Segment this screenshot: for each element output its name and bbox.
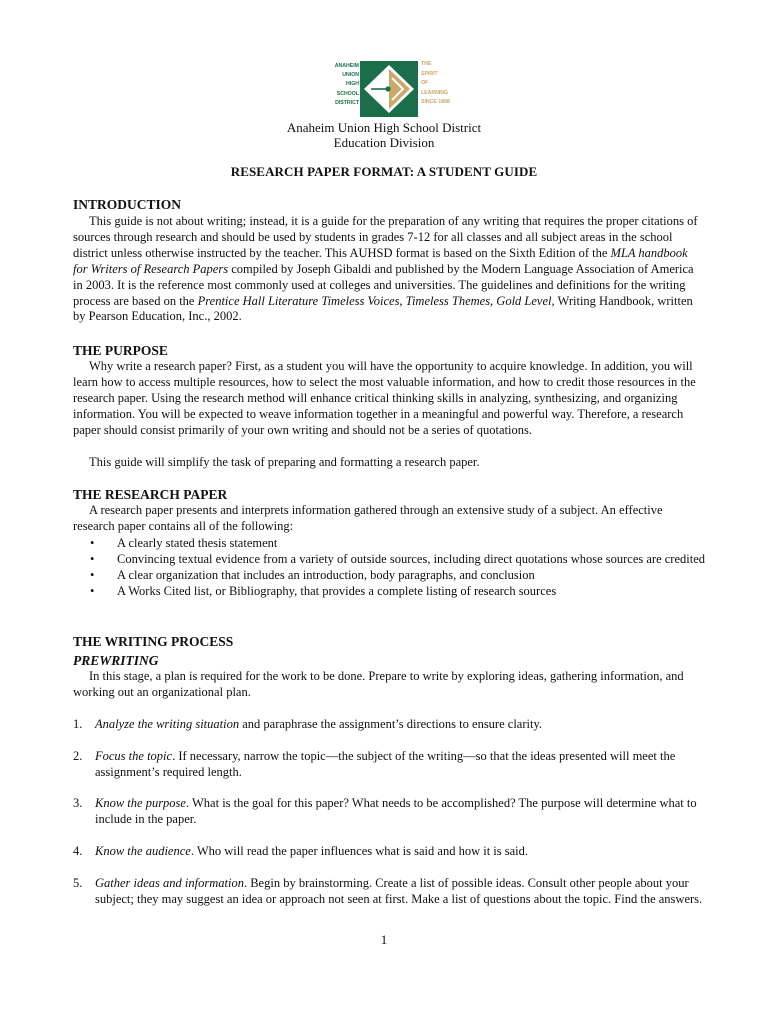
division-name: Education Division [333, 135, 435, 150]
prewriting-step: 4. Know the audience. Who will read the paper influences what is said and how it is said. [73, 844, 529, 858]
prewriting-paragraph: In this stage, a plan is required for the work to be done. Prepare to write by exploring ideas, gathering information, and working out an organizational plan. [73, 669, 684, 699]
logo-left-text: ANAHEIM UNION HIGH SCHOOL DISTRICT [334, 63, 359, 106]
logo-right-text: THE SPIRIT OF LEARNING SINCE 1898 [421, 61, 450, 106]
list-item: • A Works Cited list, or Bibliography, that provides a complete listing of research sources [90, 583, 557, 598]
district-logo [327, 58, 452, 122]
list-item: • Convincing textual evidence from a variety of outside sources, including direct quotations whose sources are credited [90, 551, 706, 566]
purpose-paragraph-2: This guide will simplify the task of preparing and formatting a research paper. [89, 455, 480, 469]
subheading-prewriting: PREWRITING [73, 653, 159, 668]
purpose-paragraph: Why write a research paper? First, as a student you will have the opportunity to acquire knowledge. In addition, you will learn how to access multiple resources, how to select the most valuable information, and how to credit those resources in the research paper. Using the research method will enhance critical thinking skills in analyzing, synthesizing, and organizing information. You will be expected to weave information together in a meaningful and powerful way. Therefore, a research paper should consist primarily of your own writing and should not be a series of quotations. [73, 359, 696, 437]
heading-writing-process: THE WRITING PROCESS [73, 634, 234, 649]
page-number: 1 [380, 932, 388, 947]
heading-purpose: THE PURPOSE [73, 343, 168, 358]
logo-emblem-icon [359, 60, 419, 118]
document-title: RESEARCH PAPER FORMAT: A STUDENT GUIDE [230, 164, 538, 179]
introduction-paragraph: This guide is not about writing; instead, it is a guide for the preparation of any writing that requires the proper citations of sources through research and should be used by students in grades 7-12 for all classes and all subject areas in the school district unless otherwise instructed by the teacher. This AUHSD format is based on the Sixth Edition of the MLA handbook for Writers of Research Papers compiled by Joseph Gibaldi and published by the Modern Language Association of America in 2003. It is the reference most commonly used at colleges and universities. The guidelines and definitions for the writing process are based on the Prentice Hall Literature Timeless Voices, Timeless Themes, Gold Level, Writing Handbook, written by Pearson Education, Inc., 2002. [73, 214, 698, 324]
heading-introduction: INTRODUCTION [73, 197, 182, 212]
research-paper-bullet-list [90, 536, 705, 600]
list-item: • A clearly stated thesis statement [90, 536, 278, 550]
list-item: • A clear organization that includes an introduction, body paragraphs, and conclusion [90, 567, 535, 582]
research-paper-paragraph: A research paper presents and interprets information gathered through an extensive study of a subject. An effective research paper contains all of the following: [73, 503, 663, 533]
prewriting-step: 3. Know the purpose. What is the goal for this paper? What needs to be accomplished? The purpose will determine what to include in the paper. [73, 796, 697, 826]
prewriting-step: 5. Gather ideas and information. Begin by brainstorming. Create a list of possible ideas. Consult other people about your subject; they may suggest an idea or approach not seen at first. Make a list of questions about the topic. Find the answers. [73, 876, 703, 906]
district-name: Anaheim Union High School District [286, 120, 482, 135]
prewriting-step: 2. Focus the topic. If necessary, narrow the topic—the subject of the writing—so that the ideas presented will meet the assignment’s required length. [73, 749, 676, 779]
prewriting-step: 1. Analyze the writing situation and paraphrase the assignment’s directions to ensure clarity. [73, 717, 543, 731]
heading-research-paper: THE RESEARCH PAPER [73, 487, 228, 502]
